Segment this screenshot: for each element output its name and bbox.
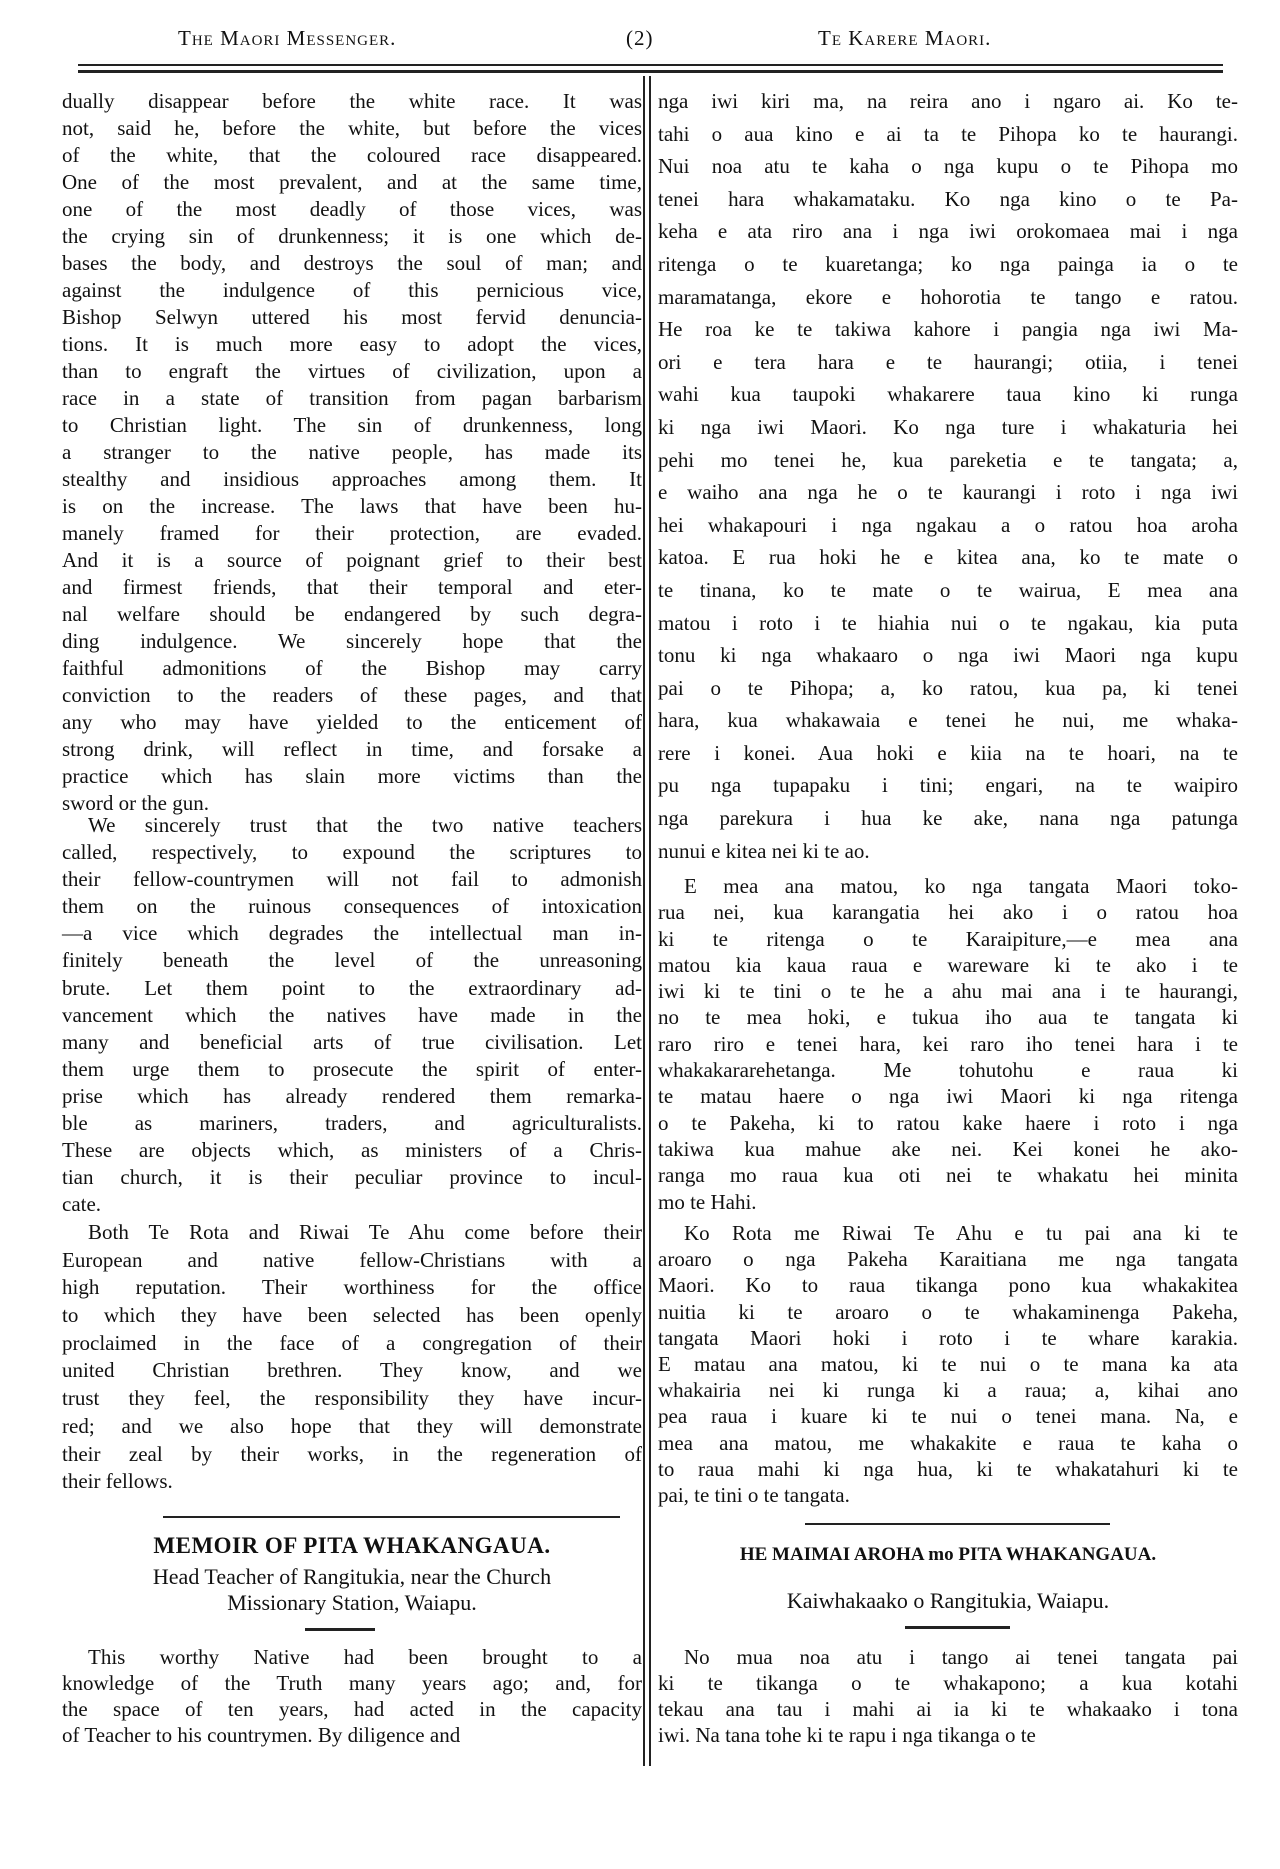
- text-line: ori e tera hara e te haurangi; otiia, i tenei: [658, 349, 1238, 374]
- memoir-subtitle-maori: Kaiwhakaako o Rangitukia, Waiapu.: [786, 1588, 1110, 1613]
- text-line: ranga mo raua kua oti nei te whakatu hei minita: [658, 1163, 1238, 1188]
- text-line: These are objects which, as ministers of a Chris-: [62, 1138, 642, 1163]
- text-line: practice which has slain more victims than the: [62, 764, 642, 788]
- text-line: takiwa kua mahue ake nei. Kei konei he ako-: [658, 1136, 1238, 1161]
- text-line: We sincerely trust that the two native teachers: [88, 813, 642, 837]
- text-line: nunui e kitea nei ki te ao.: [658, 838, 870, 863]
- text-line: pai, te tini o te tangata.: [658, 1482, 850, 1507]
- text-line: pehi mo tenei he, kua pareketia e te tangata; a,: [658, 447, 1238, 472]
- text-line: hara, kua whakawaia e tenei he nui, me whaka-: [658, 708, 1238, 733]
- text-line: tahi o aua kino e ai ta te Pihopa ko te haurangi.: [658, 121, 1238, 146]
- text-line: sword or the gun.: [62, 791, 209, 815]
- text-line: European and native fellow-Christians with a: [62, 1247, 642, 1272]
- text-line: high reputation. Their worthiness for the office: [62, 1275, 642, 1300]
- text-line: matou kia kaua raua e wareware ki te ako i te: [658, 952, 1238, 977]
- text-line: no te mea hoki, e tukua iho aua te tangata ki: [658, 1005, 1238, 1030]
- text-line: katoa. E rua hoki he e kitea ana, ko te mate o: [658, 545, 1238, 570]
- text-line: whakairia nei ki runga ki a raua; a, kihai ano: [658, 1378, 1238, 1403]
- text-line: not, said he, before the white, but before the vices: [62, 116, 642, 140]
- text-line: o te Pakeha, ki to ratou kake haere i roto i nga: [658, 1110, 1238, 1135]
- short-rule: [305, 1628, 375, 1631]
- text-line: ki nga iwi Maori. Ko nga ture i whakaturia hei: [658, 414, 1238, 439]
- text-line: te matau haere o nga iwi Maori ki nga ritenga: [658, 1084, 1238, 1109]
- text-line: pu nga tupapaku i tini; engari, na te waipiro: [658, 773, 1238, 798]
- text-line: E mea ana matou, ko nga tangata Maori toko-: [684, 874, 1238, 898]
- text-line: them on the ruinous consequences of intoxication: [62, 894, 642, 919]
- text-line: called, respectively, to expound the scriptures to: [62, 840, 642, 865]
- text-line: tions. It is much more easy to adopt the vices,: [62, 332, 642, 356]
- text-line: faithful admonitions of the Bishop may carry: [62, 656, 642, 680]
- text-line: prise which has already rendered them remarka-: [62, 1083, 642, 1108]
- text-line: a stranger to the native people, has made its: [62, 440, 642, 464]
- text-line: ritenga o te kuaretanga; ko nga painga ia o te: [658, 251, 1238, 276]
- text-line: ding indulgence. We sincerely hope that the: [62, 629, 642, 653]
- memoir-subtitle: Head Teacher of Rangitukia, near the Church: [152, 1564, 552, 1589]
- text-line: te tinana, ko te mate o te wairua, E mea ana: [658, 577, 1238, 602]
- text-line: manely framed for their protection, are evaded.: [62, 521, 642, 545]
- text-line: nuitia ki te aroaro o te whakaminenga Pakeha,: [658, 1299, 1238, 1324]
- text-line: mea ana matou, me whakakite e raua te kaha o: [658, 1430, 1238, 1455]
- text-line: their zeal by their works, in the regeneration of: [62, 1441, 642, 1466]
- text-line: matou i roto i te hiahia nui o te ngakau, kia puta: [658, 610, 1238, 635]
- text-line: ki te tikanga o te whakapono; a kua kotahi: [658, 1671, 1238, 1695]
- text-line: the space of ten years, had acted in the capacity: [62, 1697, 642, 1721]
- text-line: dually disappear before the white race. It was: [62, 89, 642, 113]
- text-line: pea raua i kuare ki te nui o tenei mana. Na, e: [658, 1404, 1238, 1429]
- text-line: cate.: [62, 1192, 102, 1217]
- text-line: aroaro o nga Pakeha Karaitiana me nga tangata: [658, 1247, 1238, 1272]
- text-line: bases the body, and destroys the soul of man; and: [62, 251, 642, 275]
- memoir-title-maori: HE MAIMAI AROHA mo PITA WHAKANGAUA.: [739, 1544, 1157, 1565]
- text-line: against the indulgence of this pernicious vice,: [62, 278, 642, 302]
- text-line: them urge them to prosecute the spirit of enter-: [62, 1056, 642, 1081]
- text-line: tenei hara whakamataku. Ko nga kino o te Pa-: [658, 186, 1238, 211]
- text-line: than to engraft the virtues of civilization, upon a: [62, 359, 642, 383]
- text-line: vancement which the natives have made in the: [62, 1002, 642, 1027]
- text-line: rua nei, kua karangatia hei ako i o ratou hoa: [658, 900, 1238, 925]
- text-line: maramatanga, ekore e hohorotia te tango e ratou.: [658, 284, 1238, 309]
- text-line: nga iwi kiri ma, na reira ano i ngaro ai. Ko te-: [658, 89, 1238, 113]
- page-number: (2): [626, 26, 654, 50]
- text-line: proclaimed in the face of a congregation of their: [62, 1330, 642, 1355]
- text-line: stealthy and insidious approaches among them. It: [62, 467, 642, 491]
- text-line: ble as mariners, traders, and agriculturalists.: [62, 1111, 642, 1136]
- text-line: is on the increase. The laws that have been hu-: [62, 494, 642, 518]
- text-line: —a vice which degrades the intellectual man in-: [62, 921, 642, 946]
- text-line: one of the most deadly of those vices, was: [62, 197, 642, 221]
- text-line: tian church, it is their peculiar province to incul-: [62, 1165, 642, 1190]
- article-paragraph: [62, 1219, 642, 1496]
- text-line: rere i konei. Aua hoki e kiia na te hoari, na te: [658, 740, 1238, 765]
- text-line: keha e ata riro ana i nga iwi orokomaea mai i nga: [658, 219, 1238, 244]
- text-line: E matau ana matou, ki te nui o te mana ka ata: [658, 1351, 1238, 1376]
- header-rule-bottom: [78, 70, 1223, 73]
- section-rule: [805, 1523, 1110, 1525]
- text-line: to Christian light. The sin of drunkenness, long: [62, 413, 642, 437]
- text-line: Bishop Selwyn uttered his most fervid denuncia-: [62, 305, 642, 329]
- text-line: and firmest friends, that their temporal and eter-: [62, 575, 642, 599]
- text-line: hei whakapouri i nga ngakau a o ratou hoa aroha: [658, 512, 1238, 537]
- article-paragraph: [658, 85, 1238, 867]
- column-divider: [649, 76, 651, 1766]
- article-paragraph: [62, 812, 642, 1218]
- text-line: to which they have been selected has been openly: [62, 1303, 642, 1328]
- text-line: nal welfare should be endangered by such degra-: [62, 602, 642, 626]
- text-line: raro riro e tenei hara, kei raro iho tenei hara i te: [658, 1031, 1238, 1056]
- text-line: iwi. Na tana tohe ki te rapu i nga tikanga o te: [658, 1723, 1036, 1747]
- section-rule: [163, 1516, 620, 1518]
- text-line: Ko Rota me Riwai Te Ahu e tu pai ana ki te: [684, 1221, 1238, 1245]
- text-line: mo te Hahi.: [658, 1189, 757, 1214]
- text-line: whakakararehetanga. Me tohutohu e raua ki: [658, 1058, 1238, 1083]
- memoir-title: MEMOIR OF PITA WHAKANGAUA.: [153, 1533, 551, 1558]
- text-line: tonu ki nga whakaaro o nga iwi Maori nga kupu: [658, 643, 1238, 668]
- text-line: This worthy Native had been brought to a: [88, 1645, 642, 1669]
- text-line: Maori. Ko to raua tikanga pono kua whakakitea: [658, 1273, 1238, 1298]
- text-line: No mua noa atu i tango ai tenei tangata pai: [684, 1645, 1238, 1669]
- header-rule-top: [78, 64, 1223, 66]
- masthead-maori: Te Karere Maori.: [818, 26, 992, 50]
- text-line: of the white, that the coloured race disappeared.: [62, 143, 642, 167]
- memoir-paragraph: [62, 1644, 642, 1748]
- article-paragraph: [658, 1220, 1238, 1508]
- text-line: finitely beneath the level of the unreasoning: [62, 948, 642, 973]
- text-line: pai o te Pihopa; a, ko ratou, kua pa, ki tenei: [658, 675, 1238, 700]
- text-line: Both Te Rota and Riwai Te Ahu come before their: [88, 1220, 642, 1244]
- text-line: knowledge of the Truth many years ago; and, for: [62, 1671, 642, 1695]
- memoir-paragraph-maori: [658, 1644, 1238, 1748]
- memoir-subtitle: Missionary Station, Waiapu.: [227, 1590, 477, 1615]
- text-line: to raua mahi ki nga hua, ki te whakatahuri ki te: [658, 1456, 1238, 1481]
- text-line: their fellows.: [62, 1469, 173, 1494]
- text-line: trust they feel, the responsibility they have incur-: [62, 1386, 642, 1411]
- text-line: ki te ritenga o te Karaipiture,—e mea ana: [658, 926, 1238, 951]
- masthead-english: The Maori Messenger.: [178, 26, 397, 50]
- text-line: red; and we also hope that they will demonstrate: [62, 1413, 642, 1438]
- text-line: brute. Let them point to the extraordinary ad-: [62, 975, 642, 1000]
- text-line: Nui noa atu te kaha o nga kupu o te Pihopa mo: [658, 154, 1238, 179]
- text-line: tekau ana tau i mahi ai ia ki te whakaako i tona: [658, 1697, 1238, 1721]
- text-line: strong drink, will reflect in time, and forsake a: [62, 737, 642, 761]
- column-divider: [643, 76, 645, 1766]
- text-line: united Christian brethren. They know, and we: [62, 1358, 642, 1383]
- text-line: many and beneficial arts of true civilisation. Let: [62, 1029, 642, 1054]
- text-line: wahi kua taupoki whakarere taua kino ki runga: [658, 382, 1238, 407]
- short-rule: [905, 1626, 1010, 1629]
- text-line: any who may have yielded to the enticement of: [62, 710, 642, 734]
- text-line: He roa ke te takiwa kahore i pangia nga iwi Ma-: [658, 317, 1238, 342]
- text-line: tangata Maori hoki i roto i te whare karakia.: [658, 1325, 1238, 1350]
- text-line: e waiho ana nga he o te kaurangi i roto i nga iwi: [658, 480, 1238, 505]
- text-line: iwi ki te tini o te he a ahu mai ana i te haurangi,: [658, 979, 1238, 1004]
- article-paragraph: [62, 88, 642, 817]
- text-line: their fellow-countrymen will not fail to admonish: [62, 867, 642, 892]
- text-line: And it is a source of poignant grief to their best: [62, 548, 642, 572]
- text-line: conviction to the readers of these pages, and that: [62, 683, 642, 707]
- article-paragraph: [658, 873, 1238, 1215]
- text-line: the crying sin of drunkenness; it is one which de-: [62, 224, 642, 248]
- text-line: race in a state of transition from pagan barbarism: [62, 386, 642, 410]
- text-line: of Teacher to his countrymen. By diligence and: [62, 1723, 461, 1747]
- text-line: nga parekura i hua ke ake, nana nga patunga: [658, 806, 1238, 831]
- text-line: One of the most prevalent, and at the same time,: [62, 170, 642, 194]
